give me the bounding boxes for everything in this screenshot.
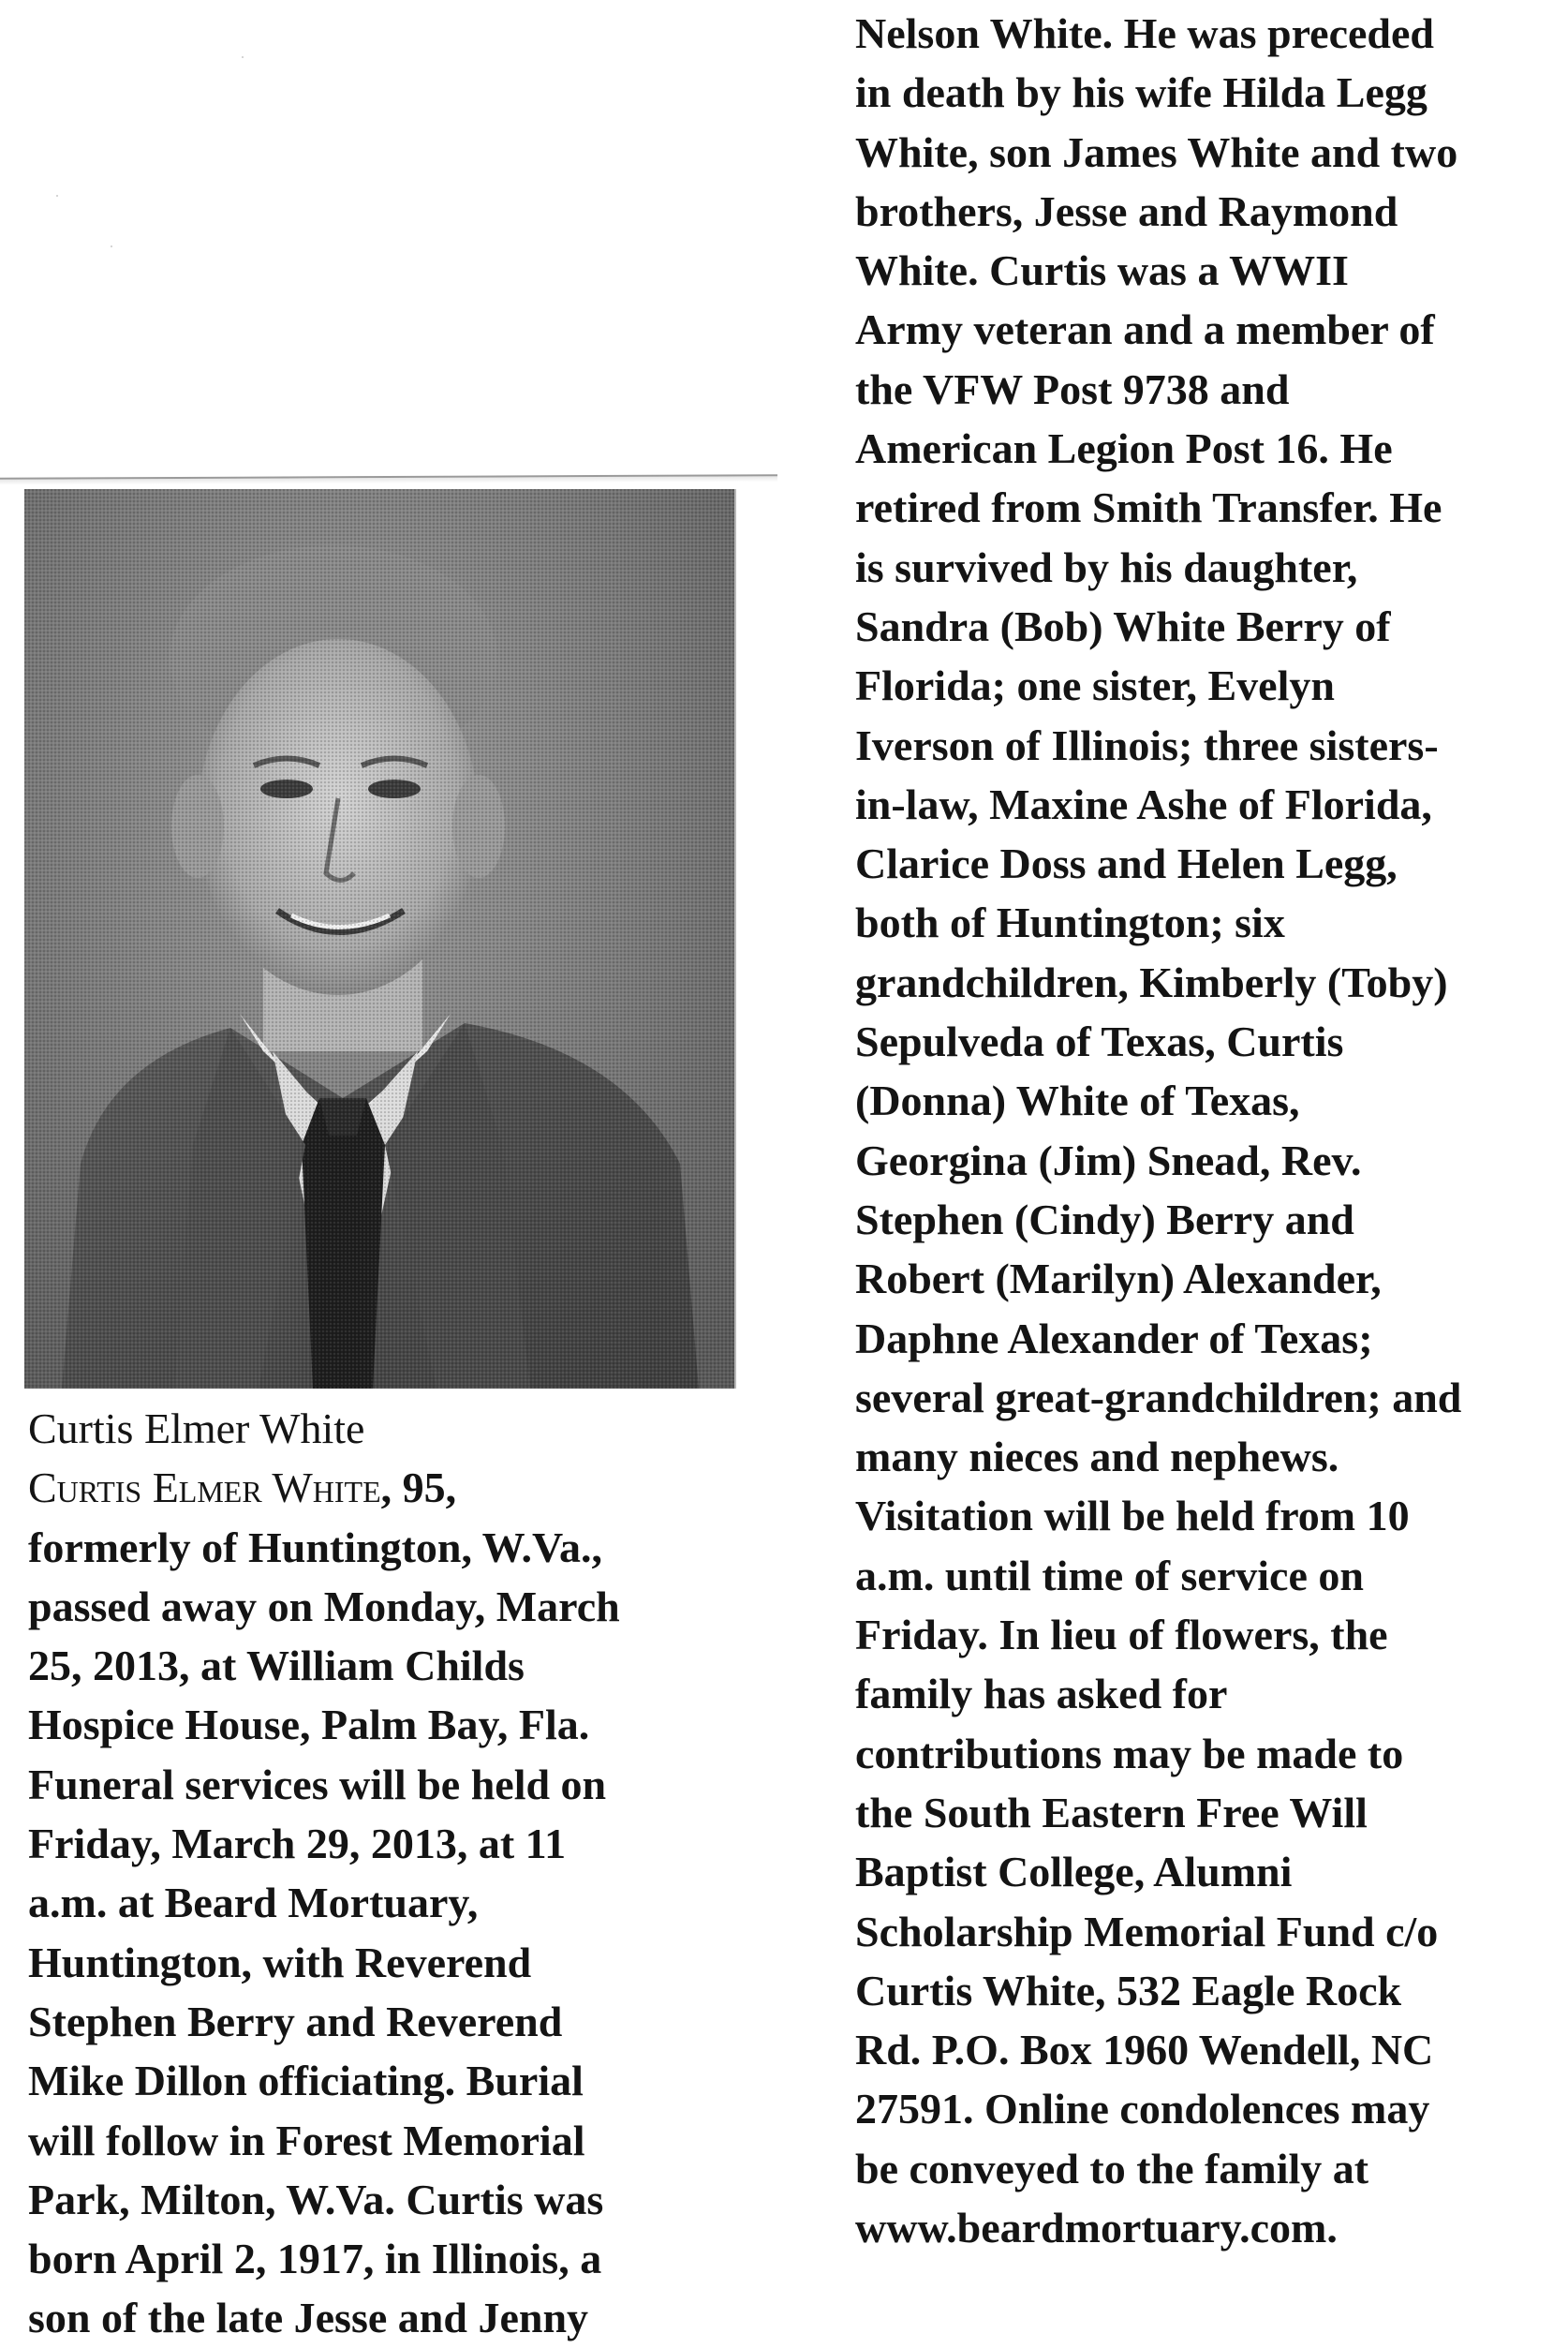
text-line: Curtis White, 532 Eagle Rock	[855, 1966, 1402, 2014]
scan-speck	[242, 56, 244, 58]
text-line: Sandra (Bob) White Berry of	[855, 602, 1391, 650]
text-line: retired from Smith Transfer. He	[855, 483, 1442, 532]
obituary-first-line: Curtis Elmer White, 95,	[28, 1464, 457, 1512]
text-line: will follow in Forest Memorial	[28, 2116, 585, 2164]
text-line: family has asked for	[855, 1670, 1228, 1718]
text-line: 27591. Online condolences may	[855, 2085, 1430, 2133]
obituary-left-column	[28, 1399, 620, 2348]
text-line: several great-grandchildren; and	[855, 1373, 1462, 1421]
text-line: Rd. P.O. Box 1960 Wendell, NC	[855, 2026, 1434, 2074]
text-line: Baptist College, Alumni	[855, 1848, 1293, 1896]
text-line: formerly of Huntington, W.Va.,	[28, 1523, 602, 1571]
clipping-edge	[0, 474, 777, 485]
text-line: in death by his wife Hilda Legg	[855, 68, 1427, 117]
obituary-right-column	[855, 4, 1461, 2257]
text-line: 25, 2013, at William Childs	[28, 1642, 525, 1690]
text-line: in-law, Maxine Ashe of Florida,	[855, 780, 1432, 828]
lead-name: Curtis Elmer White	[28, 1464, 381, 1512]
text-line: Sepulveda of Texas, Curtis	[855, 1018, 1344, 1066]
text-line: Robert (Marilyn) Alexander,	[855, 1255, 1382, 1303]
text-line: brothers, Jesse and Raymond	[855, 186, 1398, 235]
text-line: Stephen (Cindy) Berry and	[855, 1195, 1354, 1243]
text-line: Huntington, with Reverend	[28, 1938, 532, 1986]
text-line: passed away on Monday, March	[28, 1582, 620, 1630]
text-line: Daphne Alexander of Texas;	[855, 1314, 1373, 1362]
text-line: Visitation will be held from 10	[855, 1492, 1410, 1540]
text-line: Scholarship Memorial Fund c/o	[855, 1907, 1439, 1955]
text-line: the VFW Post 9738 and	[855, 364, 1290, 413]
text-line: (Donna) White of Texas,	[855, 1077, 1300, 1125]
text-line: White, son James White and two	[855, 127, 1458, 176]
text-line: Clarice Doss and Helen Legg,	[855, 840, 1398, 888]
text-line: Stephen Berry and Reverend	[28, 1997, 563, 2045]
text-line: Hospice House, Palm Bay, Fla.	[28, 1701, 590, 1749]
text-line: grandchildren, Kimberly (Toby)	[855, 958, 1448, 1006]
text-line: Georgina (Jim) Snead, Rev.	[855, 1136, 1362, 1184]
text-line: many nieces and nephews.	[855, 1433, 1339, 1481]
text-line: Funeral services will be held on	[28, 1760, 607, 1808]
text-line: a.m. until time of service on	[855, 1551, 1364, 1599]
text-line: Florida; one sister, Evelyn	[855, 661, 1335, 710]
portrait-photo	[24, 489, 736, 1389]
text-line: is survived by his daughter,	[855, 542, 1358, 591]
text-line: Iverson of Illinois; three sisters-	[855, 721, 1439, 769]
text-line: Friday, March 29, 2013, at 11	[28, 1820, 567, 1868]
text-line: Mike Dillon officiating. Burial	[28, 2057, 584, 2105]
scan-speck	[56, 195, 58, 197]
text-line: a.m. at Beard Mortuary,	[28, 1879, 479, 1927]
text-line: be conveyed to the family at	[855, 2144, 1369, 2192]
text-line: Army veteran and a member of	[855, 305, 1435, 354]
text-line: American Legion Post 16. He	[855, 424, 1393, 473]
scan-speck	[111, 245, 112, 247]
text-line: contributions may be made to	[855, 1729, 1404, 1777]
text-line: son of the late Jesse and Jenny	[28, 2294, 589, 2342]
text-line: White. Curtis was a WWII	[855, 246, 1349, 295]
text-line: both of Huntington; six	[855, 899, 1285, 947]
text-line: born April 2, 1917, in Illinois, a	[28, 2235, 602, 2283]
website-url: www.beardmortuary.com.	[855, 2203, 1338, 2251]
text-line: Nelson White. He was preceded	[855, 9, 1434, 57]
text-line: Park, Milton, W.Va. Curtis was	[28, 2175, 604, 2223]
text-line: Friday. In lieu of flowers, the	[855, 1611, 1388, 1659]
photo-caption: Curtis Elmer White	[28, 1404, 365, 1452]
portrait-illustration	[24, 489, 734, 1389]
text-line: the South Eastern Free Will	[855, 1788, 1368, 1836]
